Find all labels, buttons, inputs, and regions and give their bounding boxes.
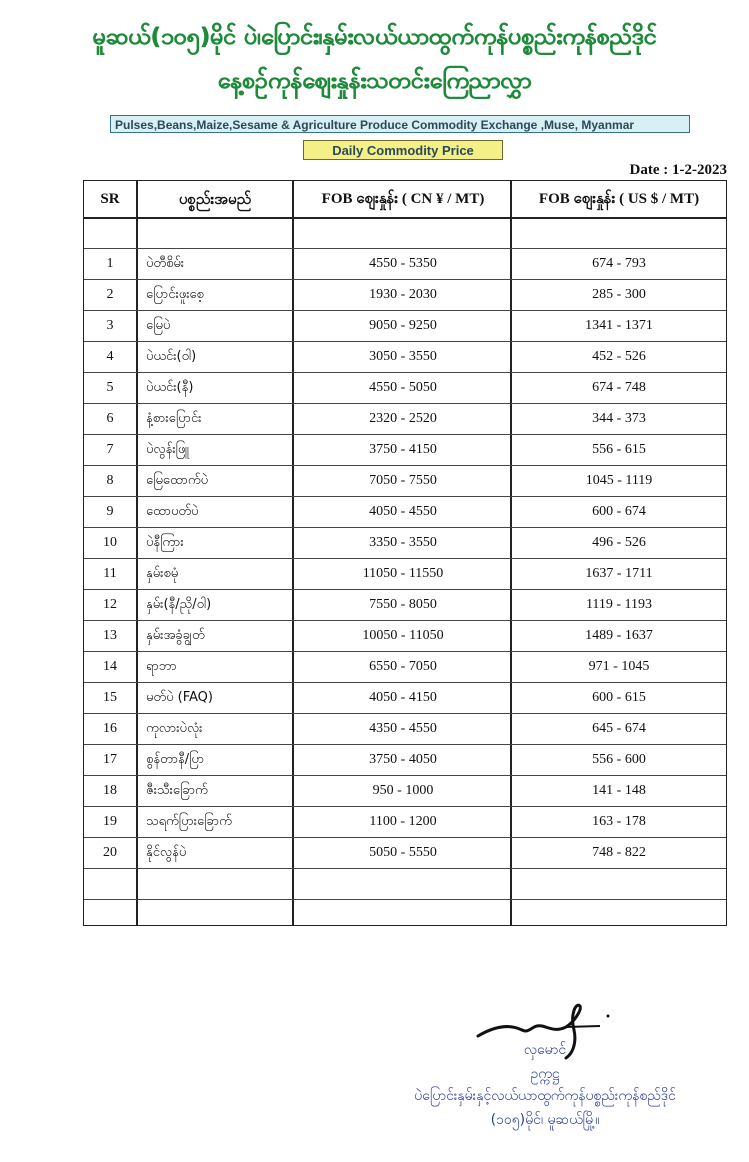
row-price-cny: 2320 - 2520 — [369, 411, 437, 426]
row-sr: 13 — [103, 628, 117, 643]
row-price-cny: 4050 - 4150 — [369, 690, 437, 705]
row-name: ပဲတီစိမ်း — [146, 256, 185, 271]
row-sr: 12 — [103, 597, 117, 612]
row-price-cny: 9050 - 9250 — [369, 318, 437, 333]
row-price-cny: 4050 - 4550 — [369, 504, 437, 519]
row-price-cny: 4550 - 5050 — [369, 380, 437, 395]
header-price-usd: FOB ဈေးနှုန်း ( US $ / MT) — [538, 191, 700, 207]
row-name: ထောပတ်ပဲ — [146, 504, 199, 519]
row-sr: 11 — [103, 566, 117, 581]
row-price-usd: 1489 - 1637 — [585, 628, 653, 643]
row-sr: 3 — [106, 318, 114, 333]
title-line-1: မူဆယ်(၁၀၅)မိုင် ပဲ၊ပြောင်း၊နှမ်းလယ်ယာထွက်ကုန်ပစ္စည်းကုန်စည်ဒိုင် — [92, 24, 657, 50]
daily-commodity-label: Daily Commodity Price — [303, 140, 503, 160]
row-sr: 10 — [103, 535, 117, 550]
column-divider — [136, 181, 138, 925]
row-name: ပဲနီကြား — [146, 535, 184, 550]
signatory-role: ဥက္ကဋ္ဌ — [530, 1066, 560, 1082]
row-price-usd: 1119 - 1193 — [585, 597, 653, 612]
row-sr: 14 — [103, 659, 117, 674]
row-name: နှမ်း(နီ/ညို/ဝါ) — [146, 597, 212, 612]
row-price-cny: 1100 - 1200 — [369, 814, 437, 829]
row-name: မြေထောက်ပဲ — [146, 473, 209, 488]
organization-line-2: (၁၀၅)မိုင်၊ မူဆယ်မြို့။ — [490, 1112, 600, 1128]
row-name: ပဲလွန်းဖြူ — [146, 442, 189, 457]
row-price-cny: 6550 - 7050 — [369, 659, 437, 674]
row-price-usd: 556 - 600 — [592, 752, 646, 767]
row-name: နံ့စားပြောင်း — [146, 411, 202, 426]
row-name: မတ်ပဲ (FAQ) — [146, 690, 213, 705]
row-sr: 1 — [106, 256, 114, 271]
row-price-cny: 7550 - 8050 — [369, 597, 437, 612]
row-price-cny: 3750 - 4050 — [369, 752, 437, 767]
row-price-usd: 971 - 1045 — [588, 659, 650, 674]
row-sr: 6 — [106, 411, 114, 426]
row-price-cny: 950 - 1000 — [372, 783, 434, 798]
row-price-usd: 285 - 300 — [592, 287, 646, 302]
row-price-usd: 344 - 373 — [592, 411, 646, 426]
row-price-usd: 748 - 822 — [592, 845, 646, 860]
row-price-cny: 1930 - 2030 — [369, 287, 437, 302]
header-name: ပစ္စည်းအမည် — [178, 190, 252, 208]
row-sr: 8 — [106, 473, 114, 488]
row-price-usd: 674 - 748 — [592, 380, 646, 395]
row-price-cny: 11050 - 11550 — [362, 566, 444, 581]
row-name: ပြောင်းဖူးစေ့ — [146, 287, 204, 302]
row-price-usd: 645 - 674 — [592, 721, 646, 736]
row-price-usd: 600 - 615 — [592, 690, 646, 705]
row-price-cny: 3050 - 3550 — [369, 349, 437, 364]
row-price-cny: 5050 - 5550 — [369, 845, 437, 860]
row-sr: 5 — [106, 380, 114, 395]
organization-line-1: ပဲပြောင်းနှမ်းနှင့်လယ်ယာထွက်ကုန်ပစ္စည်းကုန်စည်ဒိုင် — [414, 1088, 676, 1104]
row-name: ပဲယင်း(နီ) — [146, 380, 194, 395]
row-price-usd: 556 - 615 — [592, 442, 646, 457]
row-price-usd: 496 - 526 — [592, 535, 646, 550]
header-divider — [84, 217, 726, 219]
title-line-2: နေ့စဉ်ကုန်ဈေးနှုန်းသတင်းကြေညာလွှာ — [217, 68, 532, 94]
date-label: Date : 1-2-2023 — [629, 162, 727, 178]
row-name: ဇီးသီးခြောက် — [146, 783, 208, 798]
row-price-cny: 7050 - 7550 — [369, 473, 437, 488]
row-name: နိုင်လွန်ပဲ — [146, 845, 187, 860]
row-sr: 7 — [106, 442, 114, 457]
row-name: ရာဘာ — [146, 659, 177, 674]
row-sr: 4 — [106, 349, 114, 364]
row-price-cny: 3750 - 4150 — [369, 442, 437, 457]
row-divider — [84, 899, 726, 900]
row-price-cny: 3350 - 3550 — [369, 535, 437, 550]
row-sr: 16 — [103, 721, 117, 736]
row-price-usd: 163 - 178 — [592, 814, 646, 829]
row-price-usd: 452 - 526 — [592, 349, 646, 364]
row-price-usd: 1045 - 1119 — [585, 473, 653, 488]
row-sr: 20 — [103, 845, 117, 860]
row-divider — [84, 868, 726, 869]
row-name: မြေပဲ — [146, 318, 171, 333]
row-name: စွန်တာနီ/ပြာ — [146, 752, 205, 767]
header-sr: SR — [100, 191, 120, 207]
row-sr: 2 — [106, 287, 114, 302]
row-price-cny: 4350 - 4550 — [369, 721, 437, 736]
row-price-usd: 141 - 148 — [592, 783, 646, 798]
row-price-cny: 10050 - 11050 — [362, 628, 444, 643]
row-sr: 17 — [103, 752, 117, 767]
row-sr: 15 — [103, 690, 117, 705]
row-name: နှမ်းအခွံချွတ် — [146, 628, 205, 643]
row-name: ကုလားပဲလုံး — [146, 721, 203, 736]
english-banner: Pulses,Beans,Maize,Sesame & Agriculture Produce Commodity Exchange ,Muse, Myanmar — [110, 115, 690, 133]
signatory-name: လှမောင် — [523, 1042, 567, 1058]
row-price-usd: 674 - 793 — [592, 256, 646, 271]
row-sr: 18 — [103, 783, 117, 798]
row-name: နှမ်းစမုံ — [146, 566, 179, 581]
row-price-usd: 1637 - 1711 — [585, 566, 653, 581]
row-name: သရက်ပြားခြောက် — [146, 814, 232, 829]
row-name: ပဲယင်း(ဝါ) — [146, 349, 197, 364]
header-price-cny: FOB ဈေးနှုန်း ( CN ¥ / MT) — [321, 191, 485, 207]
row-price-usd: 1341 - 1371 — [585, 318, 653, 333]
row-sr: 9 — [106, 504, 114, 519]
row-price-usd: 600 - 674 — [592, 504, 646, 519]
row-sr: 19 — [103, 814, 117, 829]
price-table — [83, 180, 727, 926]
row-price-cny: 4550 - 5350 — [369, 256, 437, 271]
